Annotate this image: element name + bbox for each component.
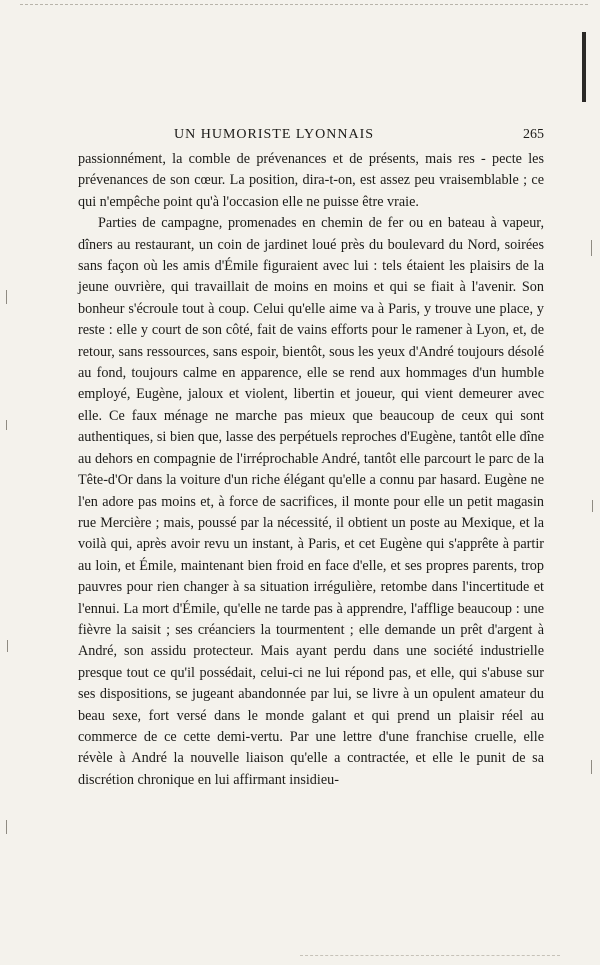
margin-mark	[591, 760, 592, 774]
running-title: UN HUMORISTE LYONNAIS	[174, 127, 375, 142]
margin-mark	[6, 820, 7, 834]
page-header	[78, 127, 544, 147]
binding-mark	[582, 32, 586, 102]
margin-mark	[591, 240, 592, 256]
page-top-edge	[20, 4, 588, 6]
margin-mark	[6, 290, 7, 304]
margin-mark	[7, 640, 8, 652]
paragraph-continued: passionnément, la comble de prévenances et de présents, mais res - pecte les prévenances de son cœur. La position, dira-t-on, est assez peu vraisemblable ; ce qui n'empêche point qu'à l'occasion elle ne puisse être vraie.	[78, 151, 544, 210]
page-bottom-edge	[300, 955, 560, 957]
margin-mark	[592, 500, 593, 512]
page-number: 265	[523, 127, 544, 142]
body-text	[78, 149, 544, 791]
paragraph: Parties de campagne, promenades en chemin de fer ou en bateau à vapeur, dîners au restaurant, un coin de jardinet loué près du boulevard du Nord, soirées sans façon où les amis d'Émile figuraient avec lui : tels étaient les plaisirs de la jeune ouvrière, qui travaillait de moins en moins et qui se fiait à l'avenir. Son bonheur s'écroule tout à coup. Celui qu'elle aime va à Paris, y trouve une place, y reste : elle y court de son côté, fait de vains efforts pour le ramener à Lyon, et, de retour, sans ressources, sans espoir, bientôt, sous les yeux d'André toujours désolé au fond, toujours calme en apparence, elle se rend aux hommages d'un humble employé, Eugène, jaloux et violent, libertin et joueur, qui vient demeurer avec elle. Ce faux ménage ne marche pas mieux que beaucoup de ceux qui sont authentiques, si bien que, lasse des perpétuels reproches d'Eugène, tantôt elle dîne au dehors en compagnie de l'irréprochable André, tantôt elle parcourt le parc de la Tête-d'Or dans la voiture d'un riche élégant qu'elle a connu par hasard. Eugène ne l'en adore pas moins et, à force de sacrifices, il monte pour elle un petit magasin rue Mercière ; mais, poussé par la nécessité, il obtient un poste au Mexique, et la voilà qui, après avoir revu un instant, à Paris, et cet Eugène qui s'apprête à partir au loin, et Émile, maintenant bien froid en face d'elle, et ses propres parents, trop pauvres pour rien changer à sa situation irrégulière, retombe dans l'incertitude et l'ennui. La mort d'Émile, qu'elle ne tarde pas à apprendre, l'afflige beaucoup : une fièvre la saisit ; ses créanciers la tourmentent ; elle demande un prêt d'argent à André, son assidu protecteur. Mais ayant perdu dans une société industrielle presque tout ce qu'il possédait, celui-ci ne lui répond pas, et elle, qui s'abuse sur ses dispositions, se jugeant abandonnée par lui, se livre à un opulent amateur du beau sexe, fort versé dans le monde galant et qui prend un plaisir réel au commerce de ce cette demi-vertu. Par une lettre d'une franchise cruelle, elle révèle à André la nouvelle liaison qu'elle a contractée, et elle le punit de sa discrétion chronique en lui affirmant insidieu-	[78, 215, 544, 788]
margin-mark	[6, 420, 7, 430]
